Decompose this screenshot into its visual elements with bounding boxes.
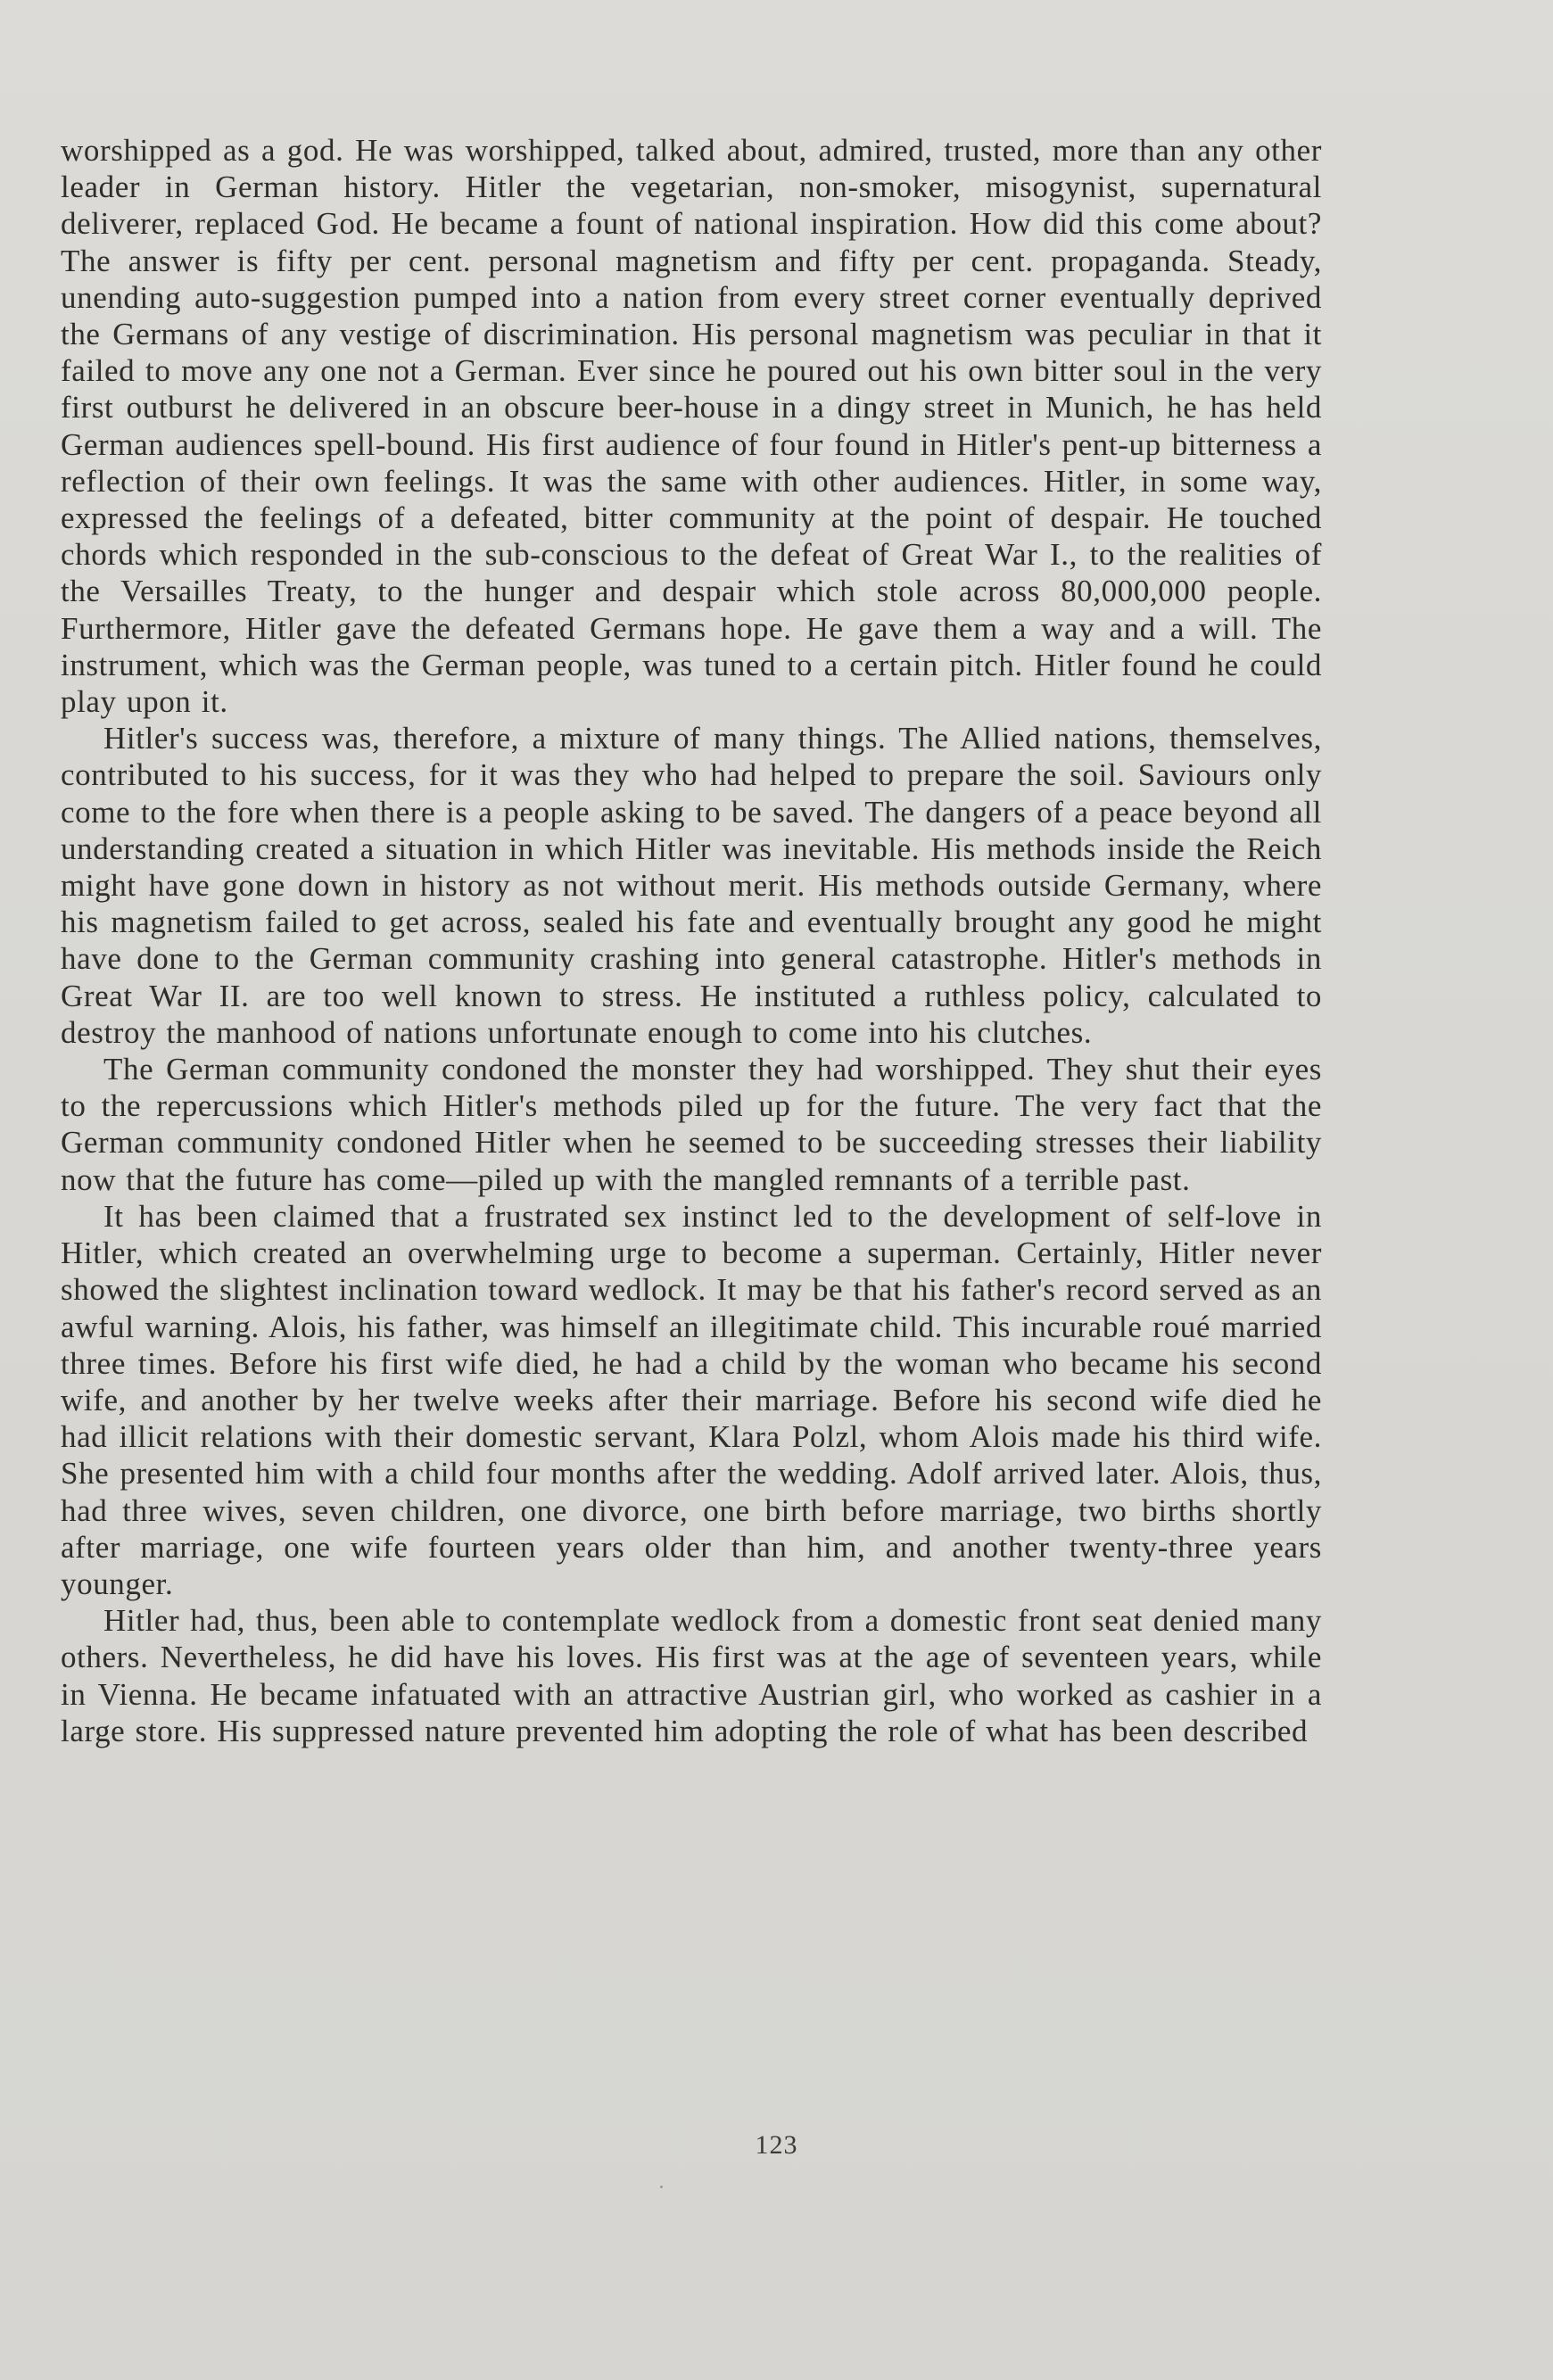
paragraph-5: Hitler had, thus, been able to contemplate wedlock from a domestic front seat denied many others. Nevertheless, he did have his loves. His first was at the age of seventeen years, while in Vienna. He became infatuated with an attractive Austrian girl, who worked as cashier in a large store. His suppressed nature prevented him adopting the role of what has been described — [61, 1603, 1322, 1748]
page-number: 123 — [755, 2130, 798, 2160]
paper-speck — [660, 2186, 663, 2188]
paragraph-3: The German community condoned the monster they had worshipped. They shut their eyes to the repercussions which Hitler's methods piled up for the future. The very fact that the German community condoned Hitler when he seemed to be succeeding stresses their liability now that the future has come—piled up with the mangled remnants of a terrible past. — [61, 1052, 1322, 1197]
paragraph-4: It has been claimed that a frustrated sex instinct led to the development of self-love in Hitler, which created an overwhelming urge to become a superman. Certainly, Hitler never showed the slightest inclination toward wedlock. It may be that his father's record served as an awful warning. Alois, his father, was himself an illegitimate child. This incurable roué married three times. Before his first wife died, he had a child by the woman who became his second wife, and another by her twelve weeks after their marriage. Before his second wife died he had illicit relations with their domestic servant, Klara Polzl, whom Alois made his third wife. She presented him with a child four months after the wedding. Adolf arrived later. Alois, thus, had three wives, seven children, one divorce, one birth before marriage, two births shortly after marriage, one wife fourteen years older than him, and another twenty-three years younger. — [61, 1198, 1322, 1601]
paragraph-2: Hitler's success was, therefore, a mixture of many things. The Allied nations, themselves, contributed to his success, for it was they who had helped to prepare the soil. Saviours only come to the fore when there is a people asking to be saved. The dangers of a peace beyond all understanding created a situation in which Hitler was inevitable. His methods inside the Reich might have gone down in history as not without merit. His methods outside Germany, where his magnetism failed to get across, sealed his fate and eventually brought any good he might have done to the German community crashing into general catastrophe. Hitler's methods in Great War II. are too well known to stress. He instituted a ruthless policy, calculated to destroy the manhood of nations unfortunate enough to come into his clutches. — [61, 721, 1322, 1050]
paragraph-1: worshipped as a god. He was worshipped, talked about, admired, trusted, more than any other leader in German history. Hitler the vegetarian, non-smoker, misogynist, supernatural deliverer, replaced God. He became a fount of national inspiration. How did this come about? The answer is fifty per cent. personal magnetism and fifty per cent. propaganda. Steady, unending auto-suggestion pumped into a nation from every street corner eventually deprived the Germans of any vestige of discrimination. His personal magnetism was peculiar in that it failed to move any one not a German. Ever since he poured out his own bitter soul in the very first outburst he delivered in an obscure beer-house in a dingy street in Munich, he has held German audiences spell-bound. His first audience of four found in Hitler's pent-up bitterness a reflection of their own feelings. It was the same with other audiences. Hitler, in some way, expressed the feelings of a defeated, bitter community at the point of despair. He touched chords which responded in the sub-conscious to the defeat of Great War I., to the realities of the Versailles Treaty, to the hunger and despair which stole across 80,000,000 people. Furthermore, Hitler gave the defeated Germans hope. He gave them a way and a will. The instrument, which was the German people, was tuned to a certain pitch. Hitler found he could play upon it. — [61, 133, 1322, 720]
body-text — [61, 132, 1322, 1749]
